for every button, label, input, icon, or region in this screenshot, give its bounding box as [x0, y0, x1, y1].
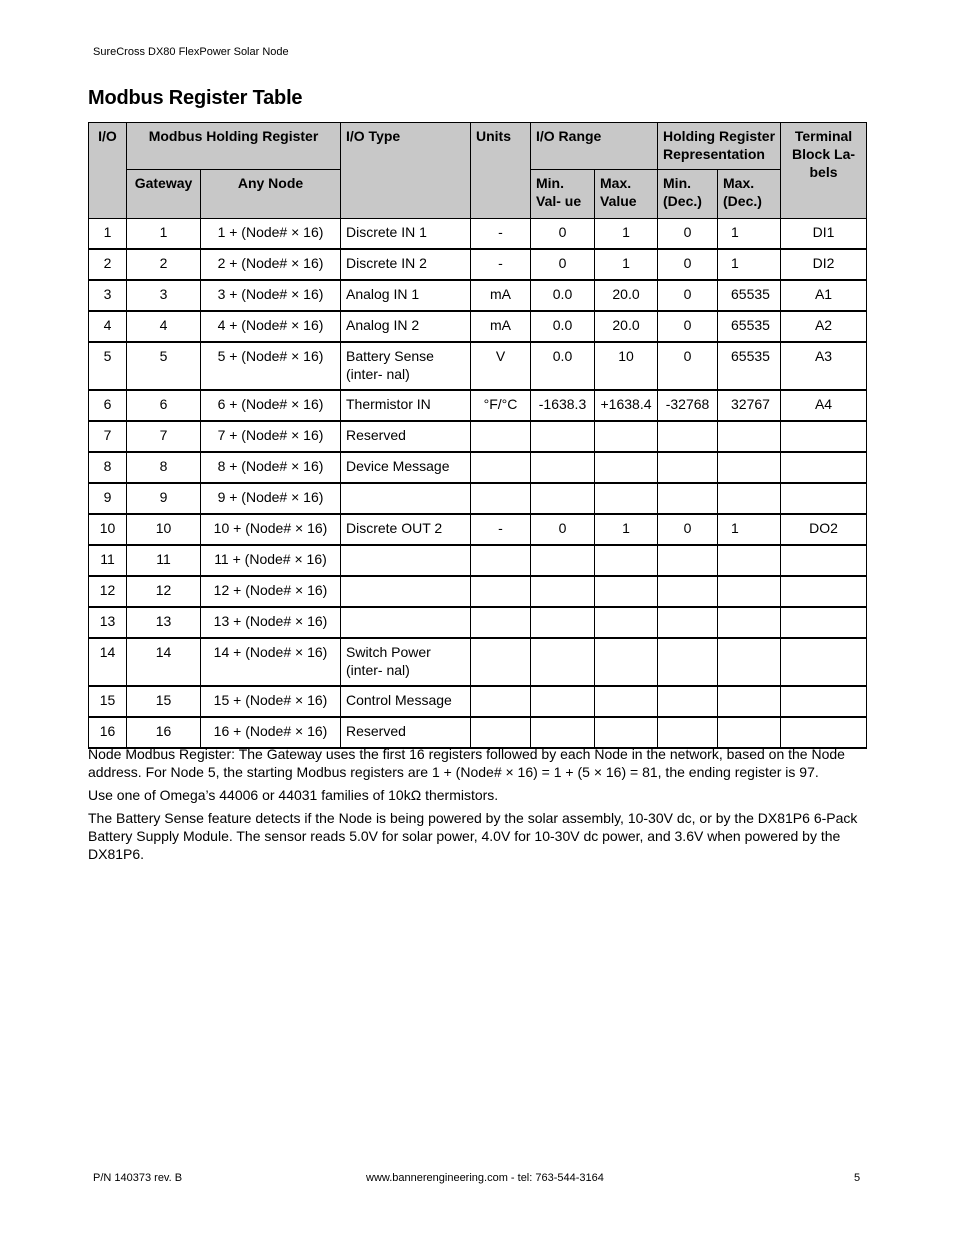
cell-min-value: [531, 576, 595, 607]
cell-min-value: [531, 545, 595, 576]
cell-min-dec: [658, 483, 718, 514]
cell-gateway: 16: [127, 717, 201, 748]
cell-max-value: 10: [595, 342, 658, 390]
cell-units: -: [471, 514, 531, 545]
cell-min-value: 0: [531, 219, 595, 250]
cell-max-dec: [718, 483, 781, 514]
header-any-node: Any Node: [201, 170, 341, 219]
table-row: [89, 545, 867, 576]
table-row: [89, 717, 867, 748]
cell-io: 1: [89, 219, 127, 250]
cell-min-value: 0: [531, 249, 595, 280]
cell-max-dec: 32767: [718, 390, 781, 421]
cell-terminal-label: [781, 452, 867, 483]
cell-terminal-label: [781, 717, 867, 748]
cell-io-type: Battery Sense (inter- nal): [341, 342, 471, 390]
cell-units: mA: [471, 280, 531, 311]
cell-io-type: Thermistor IN: [341, 390, 471, 421]
cell-units: [471, 717, 531, 748]
cell-units: [471, 686, 531, 717]
cell-units: [471, 452, 531, 483]
header-gateway: Gateway: [127, 170, 201, 219]
cell-min-dec: [658, 452, 718, 483]
cell-units: -: [471, 219, 531, 250]
cell-io: 8: [89, 452, 127, 483]
header-max-value: Max. Value: [595, 170, 658, 219]
cell-terminal-label: [781, 545, 867, 576]
cell-max-dec: [718, 638, 781, 686]
cell-min-value: 0.0: [531, 280, 595, 311]
cell-terminal-label: DI1: [781, 219, 867, 250]
cell-terminal-label: [781, 421, 867, 452]
cell-min-value: -1638.3: [531, 390, 595, 421]
table-row: [89, 249, 867, 280]
cell-min-dec: 0: [658, 280, 718, 311]
cell-io: 13: [89, 607, 127, 638]
cell-min-dec: [658, 717, 718, 748]
cell-terminal-label: A2: [781, 311, 867, 342]
header-io: I/O: [89, 123, 127, 219]
cell-terminal-label: A4: [781, 390, 867, 421]
cell-max-dec: [718, 607, 781, 638]
cell-io: 3: [89, 280, 127, 311]
cell-gateway: 11: [127, 545, 201, 576]
cell-max-dec: [718, 452, 781, 483]
cell-terminal-label: A1: [781, 280, 867, 311]
cell-io: 11: [89, 545, 127, 576]
cell-max-value: +1638.4: [595, 390, 658, 421]
cell-io: 15: [89, 686, 127, 717]
cell-io-type: Analog IN 2: [341, 311, 471, 342]
cell-max-value: 1: [595, 249, 658, 280]
cell-max-value: 20.0: [595, 280, 658, 311]
header-io-type: I/O Type: [341, 123, 471, 219]
header-max-dec: Max. (Dec.): [718, 170, 781, 219]
table-row: [89, 219, 867, 250]
cell-units: [471, 576, 531, 607]
cell-io-type: Switch Power (inter- nal): [341, 638, 471, 686]
cell-io-type: Discrete IN 1: [341, 219, 471, 250]
cell-max-value: [595, 638, 658, 686]
table-row: [89, 576, 867, 607]
cell-min-value: [531, 638, 595, 686]
cell-terminal-label: [781, 576, 867, 607]
cell-min-dec: [658, 576, 718, 607]
table-row: [89, 342, 867, 390]
cell-max-value: 20.0: [595, 311, 658, 342]
cell-min-value: [531, 421, 595, 452]
cell-max-value: 1: [595, 219, 658, 250]
cell-gateway: 10: [127, 514, 201, 545]
cell-terminal-label: [781, 483, 867, 514]
notes-section: [88, 745, 868, 868]
table-row: [89, 607, 867, 638]
cell-any-node: 12 + (Node# × 16): [201, 576, 341, 607]
cell-max-value: [595, 717, 658, 748]
cell-units: [471, 421, 531, 452]
cell-min-dec: 0: [658, 311, 718, 342]
cell-units: °F/°C: [471, 390, 531, 421]
cell-max-dec: [718, 717, 781, 748]
cell-max-value: [595, 452, 658, 483]
footer-page-number: 5: [854, 1172, 861, 1184]
cell-max-dec: [718, 576, 781, 607]
cell-io: 12: [89, 576, 127, 607]
cell-io-type: [341, 545, 471, 576]
cell-gateway: 9: [127, 483, 201, 514]
cell-max-dec: 65535: [718, 342, 781, 390]
cell-any-node: 14 + (Node# × 16): [201, 638, 341, 686]
cell-io-type: Discrete IN 2: [341, 249, 471, 280]
table-row: [89, 390, 867, 421]
cell-any-node: 4 + (Node# × 16): [201, 311, 341, 342]
cell-io-type: Analog IN 1: [341, 280, 471, 311]
cell-any-node: 1 + (Node# × 16): [201, 219, 341, 250]
cell-io-type: Discrete OUT 2: [341, 514, 471, 545]
table-row: [89, 421, 867, 452]
cell-gateway: 7: [127, 421, 201, 452]
cell-terminal-label: DO2: [781, 514, 867, 545]
cell-min-dec: [658, 638, 718, 686]
cell-min-value: [531, 717, 595, 748]
header-units: Units: [471, 123, 531, 219]
cell-any-node: 5 + (Node# × 16): [201, 342, 341, 390]
cell-max-value: [595, 576, 658, 607]
cell-min-value: [531, 607, 595, 638]
cell-gateway: 2: [127, 249, 201, 280]
cell-terminal-label: A3: [781, 342, 867, 390]
cell-min-dec: [658, 607, 718, 638]
table-row: [89, 311, 867, 342]
header-holding-register-representation: Holding Register Representation: [658, 123, 781, 170]
modbus-register-table: [88, 122, 867, 749]
cell-gateway: 4: [127, 311, 201, 342]
footer-contact: www.bannerengineering.com - tel: 763-544-3164: [366, 1172, 604, 1184]
cell-io: 7: [89, 421, 127, 452]
cell-gateway: 6: [127, 390, 201, 421]
header-min-value: Min. Val- ue: [531, 170, 595, 219]
cell-any-node: 13 + (Node# × 16): [201, 607, 341, 638]
cell-io-type: Reserved: [341, 421, 471, 452]
cell-min-dec: [658, 421, 718, 452]
section-title: Modbus Register Table: [88, 87, 303, 109]
cell-max-value: [595, 545, 658, 576]
cell-min-value: [531, 686, 595, 717]
cell-max-value: [595, 483, 658, 514]
cell-gateway: 15: [127, 686, 201, 717]
cell-min-value: [531, 452, 595, 483]
cell-io: 2: [89, 249, 127, 280]
cell-any-node: 9 + (Node# × 16): [201, 483, 341, 514]
cell-io-type: [341, 576, 471, 607]
cell-io: 10: [89, 514, 127, 545]
cell-min-value: 0.0: [531, 342, 595, 390]
note-battery-sense: The Battery Sense feature detects if the Node is being powered by the solar assembly, 10-30V dc, or by the DX81P6 6-Pack Battery Supply Module. The sensor reads 5.0V for solar power, 4.0V for 10-30V dc power, and 3.6V when powered by the DX81P6.: [88, 810, 858, 862]
cell-max-value: 1: [595, 514, 658, 545]
footer-part-number: P/N 140373 rev. B: [93, 1172, 183, 1184]
table-row: [89, 452, 867, 483]
cell-io: 9: [89, 483, 127, 514]
running-header: SureCross DX80 FlexPower Solar Node: [93, 46, 289, 58]
cell-io-type: Control Message: [341, 686, 471, 717]
cell-gateway: 3: [127, 280, 201, 311]
cell-units: [471, 638, 531, 686]
table-row: [89, 514, 867, 545]
cell-io-type: Reserved: [341, 717, 471, 748]
header-min-dec: Min. (Dec.): [658, 170, 718, 219]
header-modbus-holding-register: Modbus Holding Register: [127, 123, 341, 170]
cell-units: [471, 545, 531, 576]
cell-max-dec: 1: [718, 219, 781, 250]
cell-io-type: Device Message: [341, 452, 471, 483]
cell-any-node: 15 + (Node# × 16): [201, 686, 341, 717]
cell-io: 6: [89, 390, 127, 421]
cell-terminal-label: [781, 638, 867, 686]
cell-min-value: 0.0: [531, 311, 595, 342]
cell-io-type: [341, 483, 471, 514]
cell-any-node: 2 + (Node# × 16): [201, 249, 341, 280]
cell-max-dec: 1: [718, 249, 781, 280]
cell-max-dec: 65535: [718, 311, 781, 342]
cell-any-node: 8 + (Node# × 16): [201, 452, 341, 483]
cell-max-value: [595, 421, 658, 452]
cell-any-node: 7 + (Node# × 16): [201, 421, 341, 452]
cell-min-value: 0: [531, 514, 595, 545]
cell-min-dec: 0: [658, 249, 718, 280]
cell-min-dec: [658, 545, 718, 576]
note-thermistors: Use one of Omega’s 44006 or 44031 families of 10kΩ thermistors.: [88, 787, 499, 803]
cell-terminal-label: [781, 686, 867, 717]
cell-max-value: [595, 607, 658, 638]
cell-any-node: 3 + (Node# × 16): [201, 280, 341, 311]
cell-min-dec: 0: [658, 514, 718, 545]
cell-max-value: [595, 686, 658, 717]
cell-min-dec: 0: [658, 219, 718, 250]
cell-units: mA: [471, 311, 531, 342]
cell-io: 5: [89, 342, 127, 390]
table-row: [89, 686, 867, 717]
cell-max-dec: 65535: [718, 280, 781, 311]
cell-units: -: [471, 249, 531, 280]
cell-min-dec: -32768: [658, 390, 718, 421]
note-node-modbus-register: Node Modbus Register: The Gateway uses the first 16 registers followed by each Node in the network, based on the Node address. For Node 5, the starting Modbus registers are 1 + (Node# × 16) = 1 + (5 × 16) = 81, the ending register is 97.: [88, 746, 845, 780]
cell-max-dec: [718, 545, 781, 576]
cell-units: V: [471, 342, 531, 390]
cell-gateway: 12: [127, 576, 201, 607]
cell-io: 16: [89, 717, 127, 748]
header-terminal-block-labels: Terminal Block La- bels: [781, 123, 867, 219]
cell-max-dec: [718, 686, 781, 717]
cell-terminal-label: [781, 607, 867, 638]
cell-any-node: 16 + (Node# × 16): [201, 717, 341, 748]
cell-gateway: 13: [127, 607, 201, 638]
cell-gateway: 14: [127, 638, 201, 686]
cell-units: [471, 483, 531, 514]
cell-any-node: 6 + (Node# × 16): [201, 390, 341, 421]
cell-min-dec: 0: [658, 342, 718, 390]
cell-gateway: 1: [127, 219, 201, 250]
table-row: [89, 638, 867, 686]
cell-min-value: [531, 483, 595, 514]
cell-units: [471, 607, 531, 638]
table-body: [89, 219, 867, 749]
cell-gateway: 8: [127, 452, 201, 483]
table-row: [89, 280, 867, 311]
cell-io-type: [341, 607, 471, 638]
cell-gateway: 5: [127, 342, 201, 390]
cell-min-dec: [658, 686, 718, 717]
table-row: [89, 483, 867, 514]
header-io-range: I/O Range: [531, 123, 658, 170]
cell-max-dec: [718, 421, 781, 452]
cell-io: 14: [89, 638, 127, 686]
cell-any-node: 10 + (Node# × 16): [201, 514, 341, 545]
cell-terminal-label: DI2: [781, 249, 867, 280]
cell-any-node: 11 + (Node# × 16): [201, 545, 341, 576]
cell-max-dec: 1: [718, 514, 781, 545]
cell-io: 4: [89, 311, 127, 342]
